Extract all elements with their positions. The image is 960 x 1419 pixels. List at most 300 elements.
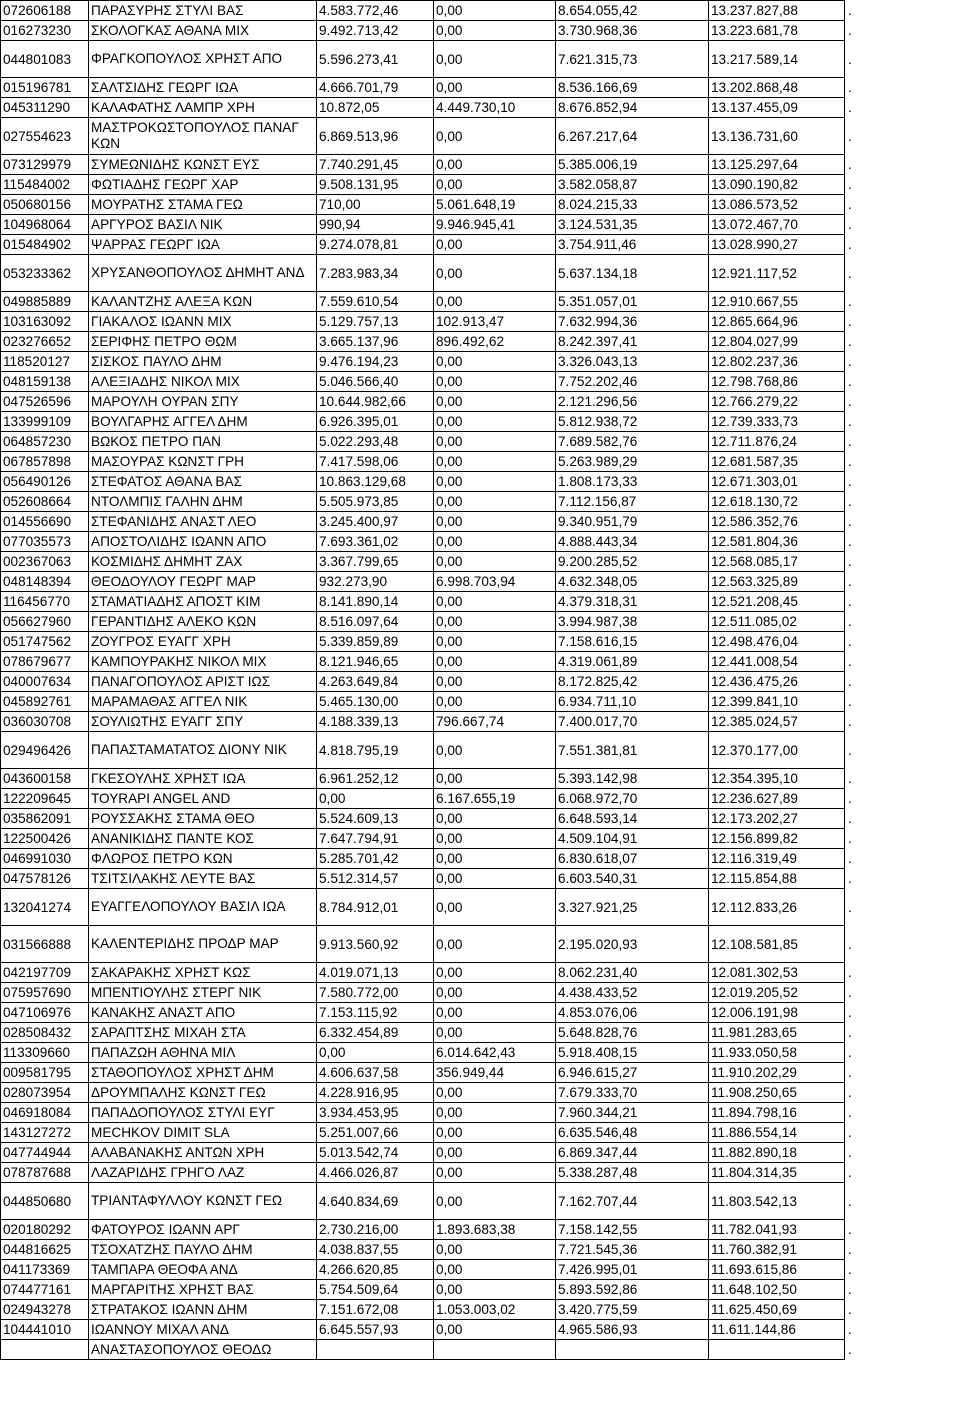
table-row <box>1 1183 869 1220</box>
dot-cell: . <box>845 829 869 849</box>
dot-cell: . <box>845 869 869 889</box>
dot-cell: . <box>845 255 869 292</box>
amount-1-cell: 4.188.339,13 <box>317 712 434 732</box>
amount-2-cell: 0,00 <box>434 769 556 789</box>
afm-cell: 072606188 <box>1 1 89 21</box>
dot-cell: . <box>845 1083 869 1103</box>
dot-cell: . <box>845 472 869 492</box>
amount-3-cell: 7.679.333,70 <box>556 1083 709 1103</box>
afm-cell: 052608664 <box>1 492 89 512</box>
name-cell: ΦΑΤΟΥΡΟΣ ΙΩΑΝΝ ΑΡΓ <box>89 1220 317 1240</box>
amount-3-cell: 4.965.586,93 <box>556 1320 709 1340</box>
amount-2-cell: 896.492,62 <box>434 332 556 352</box>
amount-3-cell: 7.551.381,81 <box>556 732 709 769</box>
table-row <box>1 712 869 732</box>
amount-2-cell: 0,00 <box>434 1260 556 1280</box>
name-cell: ΣΤΕΦΑΝΙΔΗΣ ΑΝΑΣΤ ΛΕΟ <box>89 512 317 532</box>
total-cell: 12.081.302,53 <box>709 963 845 983</box>
amount-2-cell: 0,00 <box>434 532 556 552</box>
afm-cell: 143127272 <box>1 1123 89 1143</box>
amount-3-cell: 7.112.156,87 <box>556 492 709 512</box>
name-cell: ΣΤΑΘΟΠΟΥΛΟΣ ΧΡΗΣΤ ΔΗΜ <box>89 1063 317 1083</box>
name-cell: ΣΟΥΛΙΩΤΗΣ ΕΥΑΓΓ ΣΠΥ <box>89 712 317 732</box>
amount-2-cell: 0,00 <box>434 41 556 78</box>
amount-1-cell: 4.583.772,46 <box>317 1 434 21</box>
amount-3-cell: 5.812.938,72 <box>556 412 709 432</box>
table-body <box>1 1 869 1360</box>
name-cell: ΝΤΟΛΜΠΙΣ ΓΑΛΗΝ ΔΗΜ <box>89 492 317 512</box>
table-row <box>1 612 869 632</box>
amount-1-cell: 7.580.772,00 <box>317 983 434 1003</box>
name-cell: ΒΩΚΟΣ ΠΕΤΡΟ ΠΑΝ <box>89 432 317 452</box>
amount-1-cell: 5.251.007,66 <box>317 1123 434 1143</box>
amount-3-cell: 7.632.994,36 <box>556 312 709 332</box>
amount-1-cell: 3.665.137,96 <box>317 332 434 352</box>
table-row <box>1 1123 869 1143</box>
name-cell: ΣΤΡΑΤΑΚΟΣ ΙΩΑΝΝ ΔΗΜ <box>89 1300 317 1320</box>
amount-2-cell: 4.449.730,10 <box>434 98 556 118</box>
total-cell: 12.511.085,02 <box>709 612 845 632</box>
total-cell: 13.202.868,48 <box>709 78 845 98</box>
afm-cell: 104441010 <box>1 1320 89 1340</box>
amount-1-cell: 6.645.557,93 <box>317 1320 434 1340</box>
amount-1-cell: 2.730.216,00 <box>317 1220 434 1240</box>
name-cell: ΦΡΑΓΚΟΠΟΥΛΟΣ ΧΡΗΣΤ ΑΠΟ <box>89 41 317 78</box>
afm-cell: 044850680 <box>1 1183 89 1220</box>
amount-3-cell: 5.893.592,86 <box>556 1280 709 1300</box>
total-cell: 12.521.208,45 <box>709 592 845 612</box>
total-cell: 12.865.664,96 <box>709 312 845 332</box>
total-cell: 11.760.382,91 <box>709 1240 845 1260</box>
total-cell: 11.625.450,69 <box>709 1300 845 1320</box>
afm-cell: 028073954 <box>1 1083 89 1103</box>
total-cell: 12.921.117,52 <box>709 255 845 292</box>
name-cell: ΤΑΜΠΑΡΑ ΘΕΟΦΑ ΑΝΔ <box>89 1260 317 1280</box>
total-cell: 12.798.768,86 <box>709 372 845 392</box>
amount-3-cell: 4.509.104,91 <box>556 829 709 849</box>
amount-1-cell: 5.339.859,89 <box>317 632 434 652</box>
amount-1-cell: 5.129.757,13 <box>317 312 434 332</box>
amount-2-cell: 0,00 <box>434 552 556 572</box>
amount-1-cell: 5.046.566,40 <box>317 372 434 392</box>
amount-1-cell: 5.505.973,85 <box>317 492 434 512</box>
table-row <box>1 769 869 789</box>
name-cell: ΘΕΟΔΟΥΛΟΥ ΓΕΩΡΓ ΜΑΡ <box>89 572 317 592</box>
amount-2-cell: 0,00 <box>434 632 556 652</box>
amount-3-cell <box>556 1340 709 1360</box>
amount-3-cell: 5.263.989,29 <box>556 452 709 472</box>
total-cell: 11.882.890,18 <box>709 1143 845 1163</box>
amount-2-cell: 102.913,47 <box>434 312 556 332</box>
amount-1-cell: 7.693.361,02 <box>317 532 434 552</box>
name-cell: ΦΛΩΡΟΣ ΠΕΤΡΟ ΚΩΝ <box>89 849 317 869</box>
dot-cell: . <box>845 312 869 332</box>
total-cell: 13.137.455,09 <box>709 98 845 118</box>
dot-cell: . <box>845 412 869 432</box>
table-row <box>1 255 869 292</box>
amount-1-cell: 7.647.794,91 <box>317 829 434 849</box>
table-row <box>1 1260 869 1280</box>
afm-cell: 049885889 <box>1 292 89 312</box>
afm-cell: 132041274 <box>1 889 89 926</box>
amount-1-cell: 4.640.834,69 <box>317 1183 434 1220</box>
afm-cell: 009581795 <box>1 1063 89 1083</box>
afm-cell: 044801083 <box>1 41 89 78</box>
amount-2-cell: 0,00 <box>434 372 556 392</box>
amount-3-cell: 7.721.545,36 <box>556 1240 709 1260</box>
total-cell: 12.116.319,49 <box>709 849 845 869</box>
table-row <box>1 392 869 412</box>
amount-2-cell: 0,00 <box>434 983 556 1003</box>
table-row <box>1 592 869 612</box>
table-row <box>1 78 869 98</box>
dot-cell: . <box>845 983 869 1003</box>
dot-cell: . <box>845 118 869 155</box>
afm-cell <box>1 1340 89 1360</box>
total-cell: 12.804.027,99 <box>709 332 845 352</box>
amount-3-cell: 5.648.828,76 <box>556 1023 709 1043</box>
total-cell: 12.581.804,36 <box>709 532 845 552</box>
amount-3-cell: 5.637.134,18 <box>556 255 709 292</box>
table-row <box>1 1163 869 1183</box>
amount-2-cell: 0,00 <box>434 692 556 712</box>
table-row <box>1 98 869 118</box>
amount-3-cell: 4.888.443,34 <box>556 532 709 552</box>
table-row <box>1 1023 869 1043</box>
amount-1-cell <box>317 1340 434 1360</box>
amount-1-cell: 4.019.071,13 <box>317 963 434 983</box>
name-cell: ΜΑΡΟΥΛΗ ΟΥΡΑΝ ΣΠΥ <box>89 392 317 412</box>
afm-cell: 064857230 <box>1 432 89 452</box>
table-row <box>1 1300 869 1320</box>
dot-cell: . <box>845 1003 869 1023</box>
amount-1-cell: 4.606.637,58 <box>317 1063 434 1083</box>
name-cell: ΤΣΙΤΣΙΛΑΚΗΣ ΛΕΥΤΕ ΒΑΣ <box>89 869 317 889</box>
dot-cell: . <box>845 195 869 215</box>
table-row <box>1 292 869 312</box>
amount-3-cell: 8.654.055,42 <box>556 1 709 21</box>
dot-cell: . <box>845 235 869 255</box>
amount-3-cell: 3.730.968,36 <box>556 21 709 41</box>
name-cell: ΚΑΛΑΦΑΤΗΣ ΛΑΜΠΡ ΧΡΗ <box>89 98 317 118</box>
amount-1-cell: 6.961.252,12 <box>317 769 434 789</box>
amount-1-cell: 4.228.916,95 <box>317 1083 434 1103</box>
amount-1-cell: 0,00 <box>317 789 434 809</box>
table-row <box>1 532 869 552</box>
total-cell: 12.236.627,89 <box>709 789 845 809</box>
dot-cell: . <box>845 926 869 963</box>
amount-3-cell: 6.603.540,31 <box>556 869 709 889</box>
amount-3-cell: 3.754.911,46 <box>556 235 709 255</box>
total-cell: 13.086.573,52 <box>709 195 845 215</box>
afm-cell: 035862091 <box>1 809 89 829</box>
amount-1-cell: 8.141.890,14 <box>317 592 434 612</box>
amount-3-cell: 6.934.711,10 <box>556 692 709 712</box>
table-row <box>1 652 869 672</box>
amount-2-cell: 0,00 <box>434 1240 556 1260</box>
amount-2-cell: 0,00 <box>434 926 556 963</box>
name-cell: ΣΥΜΕΩΝΙΔΗΣ ΚΩΝΣΤ ΕΥΣ <box>89 155 317 175</box>
table-row <box>1 332 869 352</box>
dot-cell: . <box>845 692 869 712</box>
amount-3-cell: 7.400.017,70 <box>556 712 709 732</box>
name-cell: ΜΑΣΟΥΡΑΣ ΚΩΝΣΤ ΓΡΗ <box>89 452 317 472</box>
amount-2-cell: 1.053.003,02 <box>434 1300 556 1320</box>
total-cell: 12.498.476,04 <box>709 632 845 652</box>
table-row <box>1 452 869 472</box>
afm-cell: 045311290 <box>1 98 89 118</box>
dot-cell: . <box>845 889 869 926</box>
total-cell: 11.894.798,16 <box>709 1103 845 1123</box>
afm-cell: 047106976 <box>1 1003 89 1023</box>
amount-3-cell: 7.426.995,01 <box>556 1260 709 1280</box>
table-row <box>1 1143 869 1163</box>
amount-2-cell: 5.061.648,19 <box>434 195 556 215</box>
afm-cell: 078679677 <box>1 652 89 672</box>
name-cell: ΠΑΝΑΓΟΠΟΥΛΟΣ ΑΡΙΣΤ ΙΩΣ <box>89 672 317 692</box>
name-cell: MECHKOV DIMIT SLA <box>89 1123 317 1143</box>
table-row <box>1 41 869 78</box>
total-cell: 13.223.681,78 <box>709 21 845 41</box>
table-row <box>1 372 869 392</box>
dot-cell: . <box>845 789 869 809</box>
afm-cell: 133999109 <box>1 412 89 432</box>
table-row <box>1 472 869 492</box>
name-cell: ΣΙΣΚΟΣ ΠΑΥΛΟ ΔΗΜ <box>89 352 317 372</box>
amount-3-cell: 8.676.852,94 <box>556 98 709 118</box>
amount-3-cell: 5.393.142,98 <box>556 769 709 789</box>
amount-1-cell: 710,00 <box>317 195 434 215</box>
amount-1-cell: 7.283.983,34 <box>317 255 434 292</box>
dot-cell: . <box>845 1260 869 1280</box>
amount-2-cell: 0,00 <box>434 412 556 432</box>
total-cell: 11.933.050,58 <box>709 1043 845 1063</box>
table-row <box>1 512 869 532</box>
afm-cell: 036030708 <box>1 712 89 732</box>
dot-cell: . <box>845 1143 869 1163</box>
total-cell: 11.804.314,35 <box>709 1163 845 1183</box>
total-cell: 11.611.144,86 <box>709 1320 845 1340</box>
dot-cell: . <box>845 155 869 175</box>
dot-cell: . <box>845 672 869 692</box>
amount-2-cell: 796.667,74 <box>434 712 556 732</box>
afm-cell: 027554623 <box>1 118 89 155</box>
amount-3-cell: 6.635.546,48 <box>556 1123 709 1143</box>
amount-2-cell: 0,00 <box>434 432 556 452</box>
name-cell: ΠΑΠΑΣΤΑΜΑΤΑΤΟΣ ΔΙΟΝΥ ΝΙΚ <box>89 732 317 769</box>
amount-2-cell: 0,00 <box>434 889 556 926</box>
total-cell: 12.436.475,26 <box>709 672 845 692</box>
amount-2-cell: 0,00 <box>434 809 556 829</box>
dot-cell: . <box>845 1220 869 1240</box>
dot-cell: . <box>845 1043 869 1063</box>
afm-cell: 075957690 <box>1 983 89 1003</box>
amount-3-cell: 4.853.076,06 <box>556 1003 709 1023</box>
afm-cell: 050680156 <box>1 195 89 215</box>
amount-1-cell: 0,00 <box>317 1043 434 1063</box>
afm-cell: 046991030 <box>1 849 89 869</box>
total-cell: 11.693.615,86 <box>709 1260 845 1280</box>
total-cell: 13.072.467,70 <box>709 215 845 235</box>
amount-2-cell: 0,00 <box>434 292 556 312</box>
amount-2-cell: 0,00 <box>434 118 556 155</box>
afm-cell: 042197709 <box>1 963 89 983</box>
total-cell: 11.648.102,50 <box>709 1280 845 1300</box>
total-cell: 12.739.333,73 <box>709 412 845 432</box>
dot-cell: . <box>845 432 869 452</box>
amount-1-cell: 5.754.509,64 <box>317 1280 434 1300</box>
amount-2-cell: 0,00 <box>434 155 556 175</box>
name-cell: ΚΑΜΠΟΥΡΑΚΗΣ ΝΙΚΟΛ ΜΙΧ <box>89 652 317 672</box>
table-row <box>1 352 869 372</box>
table-row <box>1 869 869 889</box>
total-cell: 13.136.731,60 <box>709 118 845 155</box>
name-cell: ΜΟΥΡΑΤΗΣ ΣΤΑΜΑ ΓΕΩ <box>89 195 317 215</box>
amount-1-cell: 4.666.701,79 <box>317 78 434 98</box>
amount-1-cell: 5.465.130,00 <box>317 692 434 712</box>
name-cell: ΡΟΥΣΣΑΚΗΣ ΣΤΑΜΑ ΘΕΟ <box>89 809 317 829</box>
name-cell: ΙΩΑΝΝΟΥ ΜΙΧΑΛ ΑΝΔ <box>89 1320 317 1340</box>
total-cell: 13.028.990,27 <box>709 235 845 255</box>
name-cell: ΦΩΤΙΑΔΗΣ ΓΕΩΡΓ ΧΑΡ <box>89 175 317 195</box>
table-row <box>1 632 869 652</box>
dot-cell: . <box>845 1320 869 1340</box>
amount-3-cell: 7.960.344,21 <box>556 1103 709 1123</box>
total-cell: 12.115.854,88 <box>709 869 845 889</box>
amount-3-cell: 5.918.408,15 <box>556 1043 709 1063</box>
amount-3-cell: 4.438.433,52 <box>556 983 709 1003</box>
name-cell: ΓΙΑΚΑΛΟΣ ΙΩΑΝΝ ΜΙΧ <box>89 312 317 332</box>
afm-cell: 113309660 <box>1 1043 89 1063</box>
dot-cell: . <box>845 632 869 652</box>
amount-1-cell: 5.524.609,13 <box>317 809 434 829</box>
table-row <box>1 963 869 983</box>
dot-cell: . <box>845 1123 869 1143</box>
amount-1-cell: 10.644.982,66 <box>317 392 434 412</box>
name-cell: ΠΑΠΑΔΟΠΟΥΛΟΣ ΣΤΥΛΙ ΕΥΓ <box>89 1103 317 1123</box>
amount-3-cell: 4.632.348,05 <box>556 572 709 592</box>
dot-cell: . <box>845 452 869 472</box>
afm-cell: 029496426 <box>1 732 89 769</box>
amount-3-cell: 8.242.397,41 <box>556 332 709 352</box>
total-cell: 12.711.876,24 <box>709 432 845 452</box>
afm-cell: 015484902 <box>1 235 89 255</box>
name-cell: ΓΚΕΣΟΥΛΗΣ ΧΡΗΣΤ ΙΩΑ <box>89 769 317 789</box>
afm-cell: 047526596 <box>1 392 89 412</box>
total-cell: 12.112.833,26 <box>709 889 845 926</box>
amount-1-cell: 9.492.713,42 <box>317 21 434 41</box>
table-row <box>1 983 869 1003</box>
amount-1-cell: 8.784.912,01 <box>317 889 434 926</box>
name-cell: ΨΑΡΡΑΣ ΓΕΩΡΓ ΙΩΑ <box>89 235 317 255</box>
amount-1-cell: 5.596.273,41 <box>317 41 434 78</box>
name-cell: ΣΚΟΛΟΓΚΑΣ ΑΘΑΝΑ ΜΙΧ <box>89 21 317 41</box>
name-cell: ΑΠΟΣΤΟΛΙΔΗΣ ΙΩΑΝΝ ΑΠΟ <box>89 532 317 552</box>
amount-3-cell: 2.121.296,56 <box>556 392 709 412</box>
dot-cell: . <box>845 1163 869 1183</box>
dot-cell: . <box>845 1183 869 1220</box>
dot-cell: . <box>845 332 869 352</box>
dot-cell: . <box>845 1 869 21</box>
amount-2-cell: 0,00 <box>434 1 556 21</box>
table-row <box>1 1220 869 1240</box>
name-cell: ΠΑΠΑΖΩΗ ΑΘΗΝΑ ΜΙΛ <box>89 1043 317 1063</box>
dot-cell: . <box>845 1063 869 1083</box>
total-cell: 12.671.303,01 <box>709 472 845 492</box>
afm-cell: 002367063 <box>1 552 89 572</box>
dot-cell: . <box>845 21 869 41</box>
name-cell: ΒΟΥΛΓΑΡΗΣ ΑΓΓΕΛ ΔΗΜ <box>89 412 317 432</box>
total-cell: 11.803.542,13 <box>709 1183 845 1220</box>
amount-1-cell: 5.022.293,48 <box>317 432 434 452</box>
name-cell: ΤΣΟΧΑΤΖΗΣ ΠΑΥΛΟ ΔΗΜ <box>89 1240 317 1260</box>
dot-cell: . <box>845 98 869 118</box>
total-cell: 13.125.297,64 <box>709 155 845 175</box>
amount-3-cell: 7.621.315,73 <box>556 41 709 78</box>
afm-cell: 023276652 <box>1 332 89 352</box>
afm-cell: 122209645 <box>1 789 89 809</box>
amount-3-cell: 4.319.061,89 <box>556 652 709 672</box>
amount-1-cell: 6.869.513,96 <box>317 118 434 155</box>
amount-1-cell: 7.559.610,54 <box>317 292 434 312</box>
name-cell: ΚΑΛΑΝΤΖΗΣ ΑΛΕΞΑ ΚΩΝ <box>89 292 317 312</box>
table-row <box>1 1280 869 1300</box>
table-row <box>1 572 869 592</box>
amount-1-cell: 8.516.097,64 <box>317 612 434 632</box>
amount-1-cell: 6.332.454,89 <box>317 1023 434 1043</box>
dot-cell: . <box>845 78 869 98</box>
dot-cell: . <box>845 1240 869 1260</box>
dot-cell: . <box>845 849 869 869</box>
amount-2-cell: 0,00 <box>434 1003 556 1023</box>
name-cell: ΣΑΚΑΡΑΚΗΣ ΧΡΗΣΤ ΚΩΣ <box>89 963 317 983</box>
amount-1-cell: 10.863.129,68 <box>317 472 434 492</box>
table-row <box>1 492 869 512</box>
amount-2-cell: 0,00 <box>434 612 556 632</box>
total-cell: 12.019.205,52 <box>709 983 845 1003</box>
total-cell: 12.441.008,54 <box>709 652 845 672</box>
amount-2-cell: 0,00 <box>434 849 556 869</box>
amount-2-cell: 356.949,44 <box>434 1063 556 1083</box>
total-cell: 11.981.283,65 <box>709 1023 845 1043</box>
afm-cell: 041173369 <box>1 1260 89 1280</box>
afm-cell: 104968064 <box>1 215 89 235</box>
name-cell: ΜΑΡΓΑΡΙΤΗΣ ΧΡΗΣΤ ΒΑΣ <box>89 1280 317 1300</box>
total-cell: 12.156.899,82 <box>709 829 845 849</box>
afm-cell: 048159138 <box>1 372 89 392</box>
total-cell: 12.006.191,98 <box>709 1003 845 1023</box>
amount-3-cell: 7.158.142,55 <box>556 1220 709 1240</box>
total-cell: 12.681.587,35 <box>709 452 845 472</box>
amount-3-cell: 3.420.775,59 <box>556 1300 709 1320</box>
amount-1-cell: 932.273,90 <box>317 572 434 592</box>
dot-cell: . <box>845 41 869 78</box>
table-row <box>1 1340 869 1360</box>
amount-2-cell: 0,00 <box>434 235 556 255</box>
amount-2-cell: 0,00 <box>434 392 556 412</box>
amount-3-cell: 8.172.825,42 <box>556 672 709 692</box>
dot-cell: . <box>845 1103 869 1123</box>
dot-cell: . <box>845 175 869 195</box>
dot-cell: . <box>845 532 869 552</box>
dot-cell: . <box>845 769 869 789</box>
amount-3-cell: 4.379.318,31 <box>556 592 709 612</box>
table-row <box>1 552 869 572</box>
amount-1-cell: 6.926.395,01 <box>317 412 434 432</box>
amount-3-cell: 6.869.347,44 <box>556 1143 709 1163</box>
amount-2-cell: 0,00 <box>434 1143 556 1163</box>
table-row <box>1 1063 869 1083</box>
